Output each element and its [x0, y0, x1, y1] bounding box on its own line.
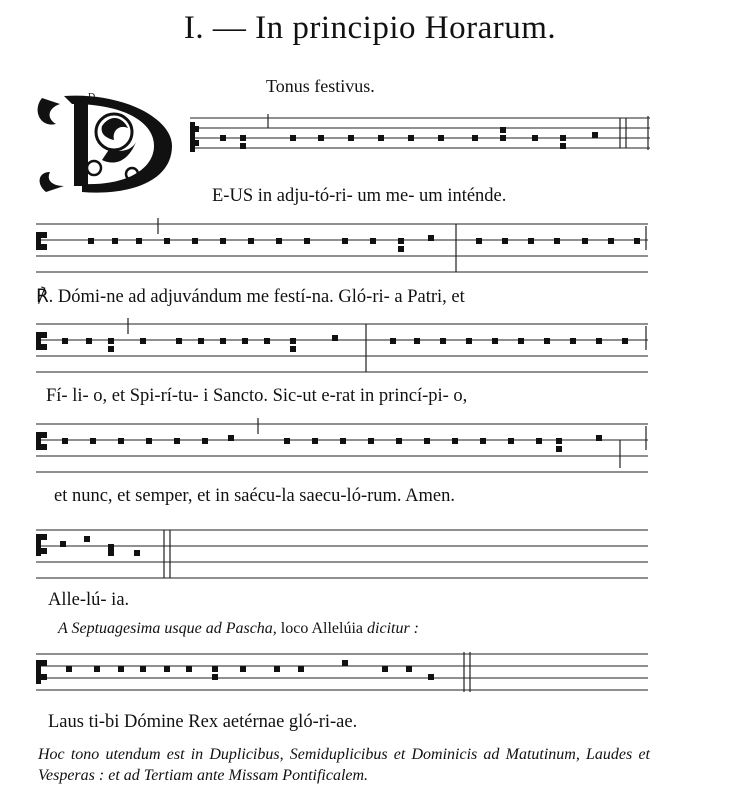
rubric-part-1: A Septuagesima usque ad Pascha,	[58, 620, 277, 637]
music-staff-6	[36, 648, 648, 698]
page-title: I. — In principio Horarum.	[183, 10, 557, 46]
lyric-line-6: Laus ti-bi Dómine Rex aetérnae gló-ri-ae.	[48, 712, 358, 732]
music-staff-2	[36, 218, 648, 278]
music-staff-4	[36, 418, 648, 478]
lyric-line-2: ℟. Dómi-ne ad adjuvándum me festí-na. Gló-ri- a Patri, et	[36, 287, 465, 307]
lyric-line-1: E-US in adju-tó-ri- um me- um inténde.	[212, 186, 507, 206]
music-staff-3	[36, 318, 648, 378]
music-staff-1	[190, 112, 650, 162]
rubric-part-4: dicitur :	[363, 620, 420, 637]
lyric-line-4: et nunc, et semper, et in saécu-la saecu-ló-rum. Amen.	[54, 486, 455, 506]
initial-letter: D	[88, 92, 96, 103]
closing-rubric: Hoc tono utendum est in Duplicibus, Semiduplicibus et Dominicis ad Matutinum, Laudes et Vesperas : et ad Tertiam ante Missam Pontificalem.	[38, 746, 650, 784]
tone-label: Tonus festivus.	[266, 76, 375, 96]
rubric-part-2: loco	[276, 620, 312, 637]
rubric-part-3: Allelúia	[311, 620, 364, 637]
rubric-line	[58, 620, 419, 638]
music-staff-5	[36, 524, 648, 584]
lyric-line-3: Fí- li- o, et Spi-rí-tu- i Sancto. Sic-ut e-rat in princí-pi- o,	[46, 386, 468, 406]
lyric-line-5: Alle-lú- ia.	[48, 590, 130, 610]
decorated-initial-d-icon	[32, 88, 182, 200]
